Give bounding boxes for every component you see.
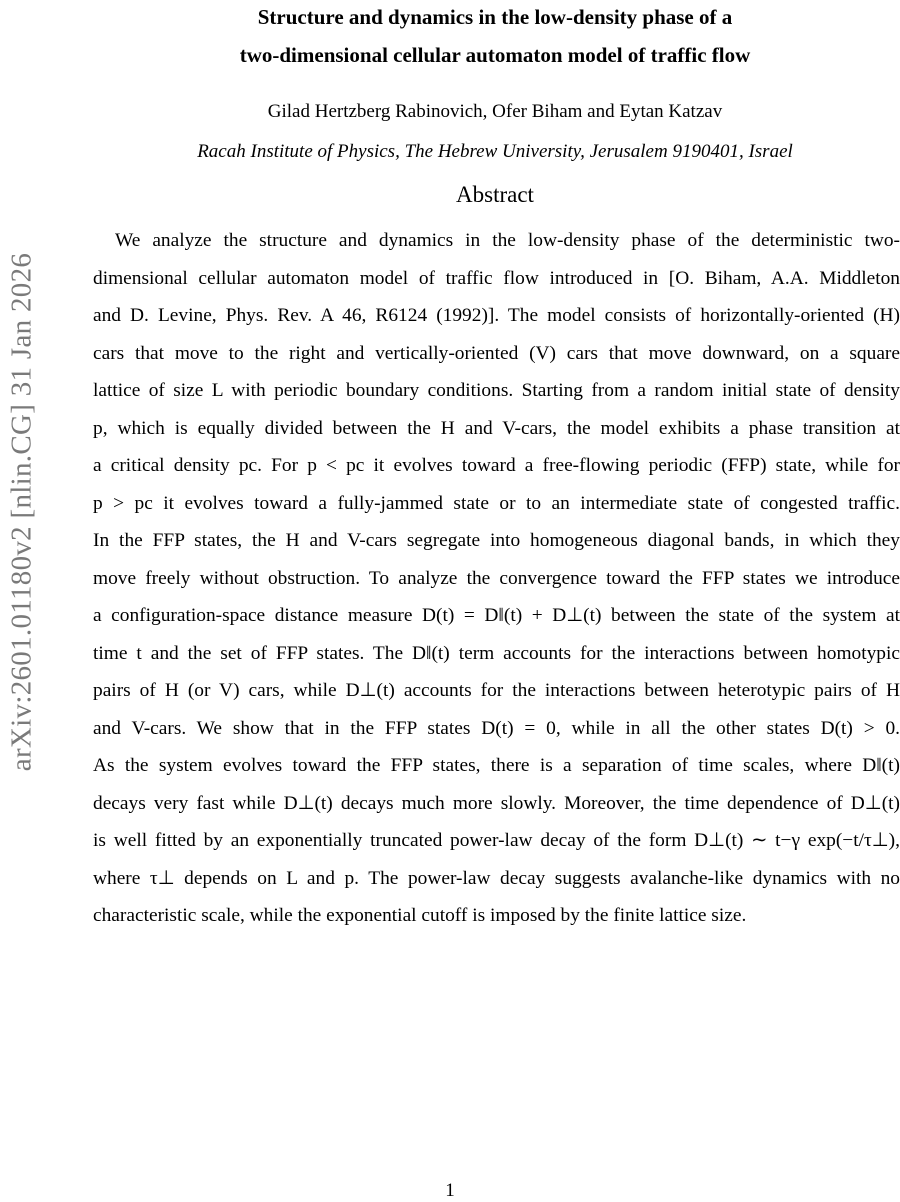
abstract-line: a configuration-space distance measure D(t) = D‖(t) + D⊥(t) between the state of the system at	[93, 605, 900, 626]
abstract-line: As the system evolves toward the FFP states, there is a separation of time scales, where D‖(t)	[93, 755, 900, 776]
abstract-line: move freely without obstruction. To analyze the convergence toward the FFP states we introduce	[93, 567, 900, 589]
abstract-line: characteristic scale, while the exponential cutoff is imposed by the finite lattice size.	[93, 905, 747, 926]
abstract-line: cars that move to the right and vertically-oriented (V) cars that move downward, on a square	[93, 342, 900, 364]
abstract-line: pairs of H (or V) cars, while D⊥(t) accounts for the interactions between heterotypic pairs of H	[93, 680, 900, 701]
abstract-line: decays very fast while D⊥(t) decays much more slowly. Moreover, the time dependence of D⊥(t)	[93, 792, 900, 814]
abstract-line: lattice of size L with periodic boundary conditions. Starting from a random initial state of density	[93, 380, 900, 401]
abstract-line: time t and the set of FFP states. The D‖(t) term accounts for the interactions between homotypic	[93, 642, 900, 664]
abstract-line: is well fitted by an exponentially truncated power-law decay of the form D⊥(t) ∼ t−γ exp(−t/τ⊥),	[93, 830, 900, 851]
title-line-1: Structure and dynamics in the low-density phase of a	[257, 5, 733, 29]
abstract-line: where τ⊥ depends on L and p. The power-law decay suggests avalanche-like dynamics with no	[93, 867, 900, 889]
abstract-line: p > pc it evolves toward a fully-jammed state or to an intermediate state of congested traffic.	[93, 492, 900, 514]
abstract-line: dimensional cellular automaton model of traffic flow introduced in [O. Biham, A.A. Middleton	[93, 267, 900, 289]
abstract-line: p, which is equally divided between the H and V-cars, the model exhibits a phase transition at	[93, 417, 900, 439]
affiliation: Racah Institute of Physics, The Hebrew University, Jerusalem 9190401, Israel	[197, 141, 793, 162]
arxiv-identifier: arXiv:2601.01180v2 [nlin.CG] 31 Jan 2026	[5, 252, 38, 772]
abstract-line: a critical density pc. For p < pc it evolves toward a free-flowing periodic (FFP) state, while for	[93, 455, 900, 476]
title-line-2: two-dimensional cellular automaton model of traffic flow	[239, 43, 751, 67]
page-number: 1	[445, 1180, 455, 1201]
abstract-line: We analyze the structure and dynamics in the low-density phase of the deterministic two-	[115, 230, 900, 251]
abstract-line: and V-cars. We show that in the FFP states D(t) = 0, while in all the other states D(t) > 0.	[93, 717, 900, 739]
abstract-line: In the FFP states, the H and V-cars segregate into homogeneous diagonal bands, in which they	[93, 530, 900, 551]
arxiv-sidebar	[0, 0, 44, 1200]
abstract-heading: Abstract	[456, 182, 534, 207]
abstract-line: and D. Levine, Phys. Rev. A 46, R6124 (1992)]. The model consists of horizontally-oriented (H)	[93, 305, 900, 326]
abstract-body	[93, 222, 900, 935]
author-list: Gilad Hertzberg Rabinovich, Ofer Biham and Eytan Katzav	[267, 101, 723, 122]
